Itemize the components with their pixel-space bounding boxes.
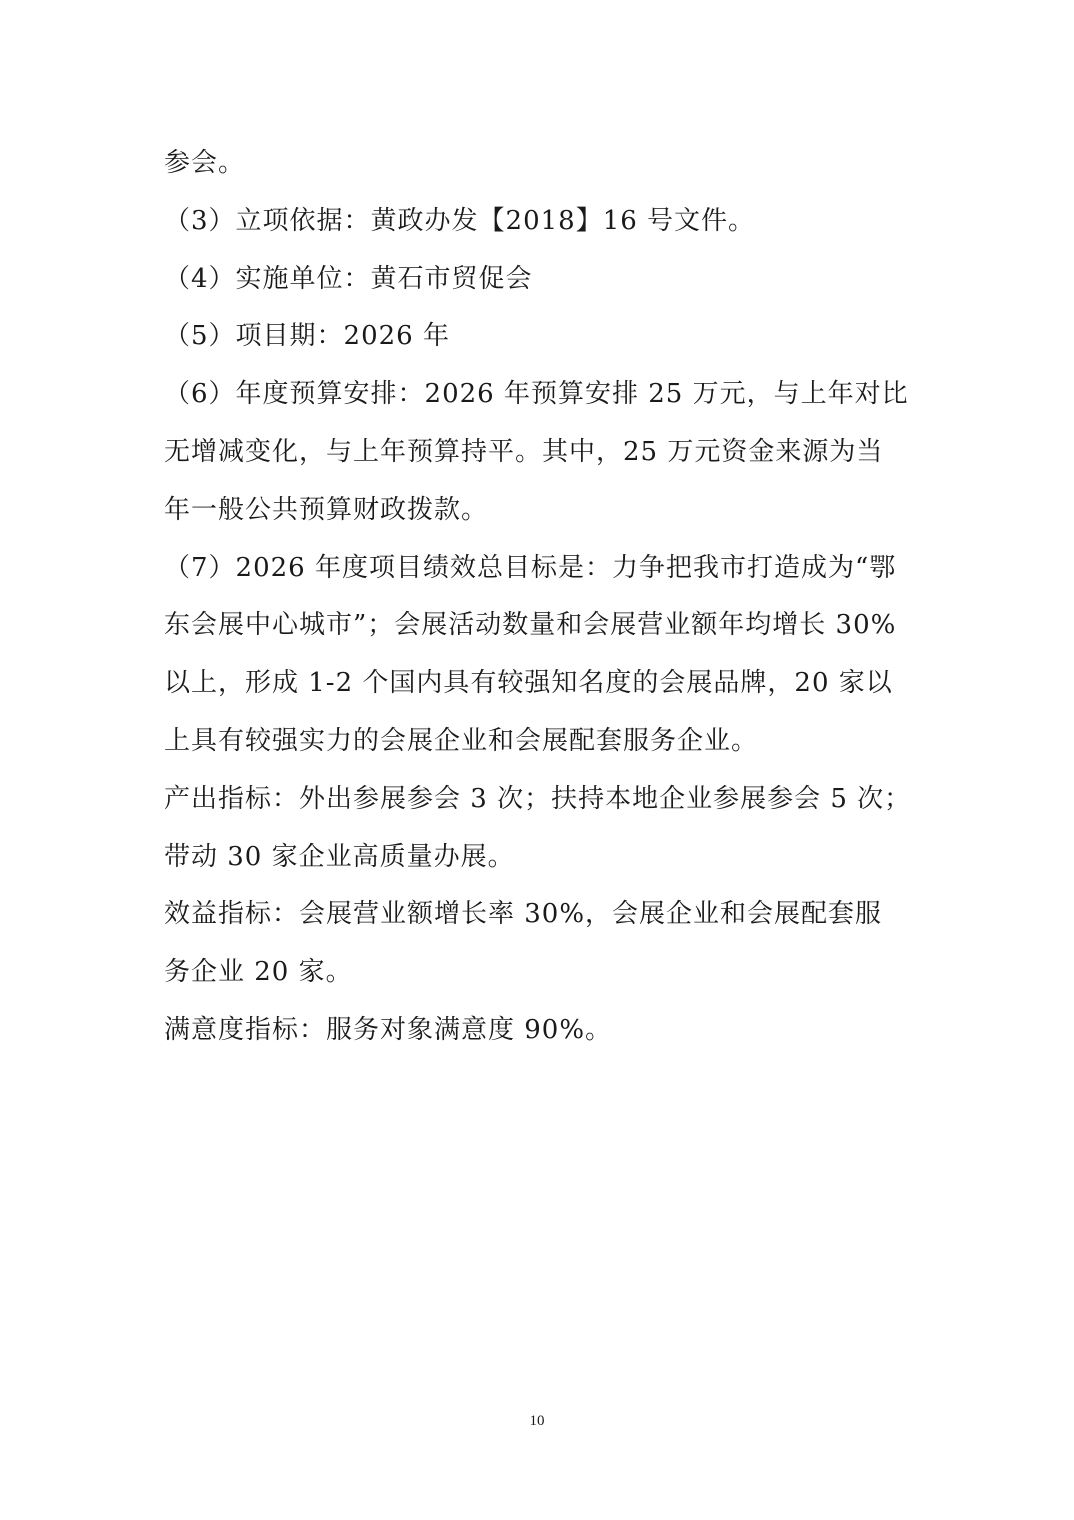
text-line: 以上，形成 1-2 个国内具有较强知名度的会展品牌，20 家以 [164, 668, 893, 699]
text-line: （5）项目期：2026 年 [164, 321, 450, 352]
text-line: 参会。 [164, 148, 246, 178]
text-line: 效益指标：会展营业额增长率 30%，会展企业和会展配套服 [164, 899, 883, 930]
text-line: 东会展中心城市”；会展活动数量和会展营业额年均增长 30% [164, 610, 897, 641]
text-line: （6）年度预算安排：2026 年预算安排 25 万元，与上年对比 [164, 379, 909, 410]
text-line: （3）立项依据：黄政办发【2018】16 号文件。 [164, 205, 756, 236]
text-line: （4）实施单位：黄石市贸促会 [164, 263, 533, 294]
text-line: 满意度指标：服务对象满意度 90%。 [164, 1014, 613, 1045]
page-number: 10 [529, 1413, 545, 1429]
text-line: 务企业 20 家。 [164, 957, 353, 988]
text-line: （7）2026 年度项目绩效总目标是：力争把我市打造成为“鄂 [164, 552, 897, 583]
text-line: 产出指标：外出参展参会 3 次；扶持本地企业参展参会 5 次； [164, 783, 912, 814]
text-line: 上具有较强实力的会展企业和会展配套服务企业。 [164, 725, 759, 756]
body-text [164, 135, 916, 1060]
text-line: 年一般公共预算财政拨款。 [164, 494, 489, 525]
text-line: 无增减变化，与上年预算持平。其中，25 万元资金来源为当 [164, 436, 884, 467]
text-line: 带动 30 家企业高质量办展。 [164, 841, 515, 872]
